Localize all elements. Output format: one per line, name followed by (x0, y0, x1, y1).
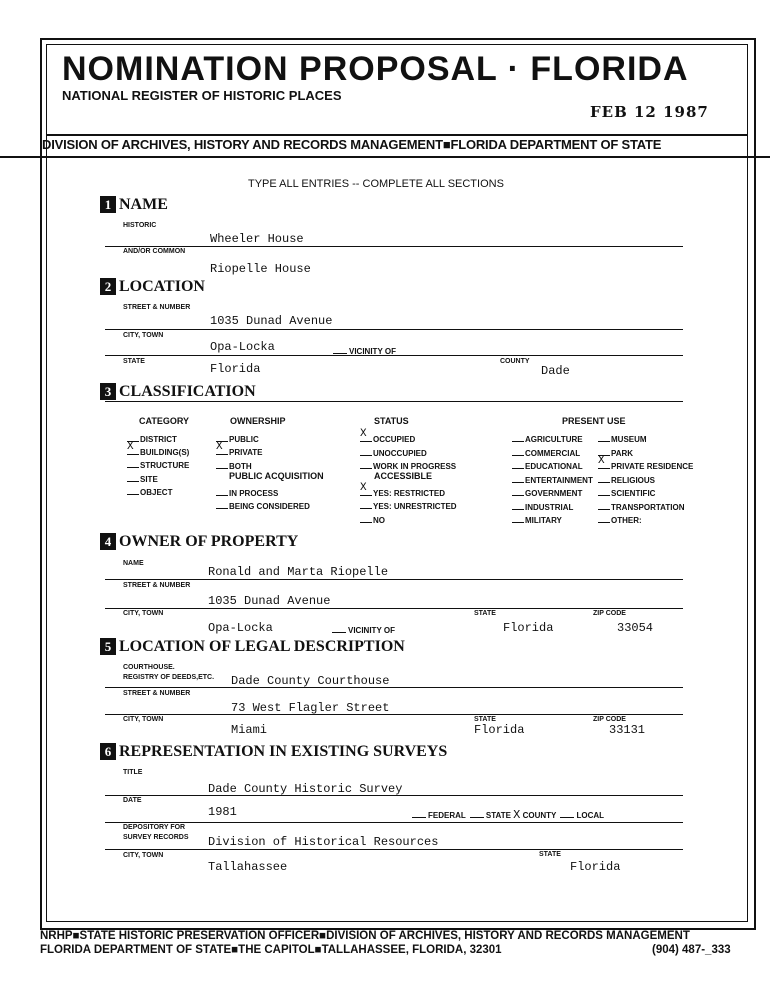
county-label: COUNTY (500, 358, 530, 365)
survey-date-label: DATE (123, 797, 142, 804)
present-use-option[interactable]: EDUCATIONAL (512, 459, 583, 471)
category-option[interactable]: STRUCTURE (127, 458, 189, 470)
courthouse-label: COURTHOUSE. (123, 664, 175, 671)
owner-name-label: NAME (123, 560, 144, 567)
section-6-heading (100, 743, 447, 761)
legal-street-label: STREET & NUMBER (123, 690, 191, 697)
present-use-option[interactable]: AGRICULTURE (512, 432, 583, 444)
street-label: STREET & NUMBER (123, 304, 191, 311)
vicinity-label: VICINITY OF (348, 626, 395, 635)
depository-state-field[interactable]: Florida (570, 860, 621, 874)
status-heading: STATUS (374, 416, 409, 426)
status-option[interactable]: WORK IN PROGRESS (360, 459, 456, 471)
ownership-option[interactable]: X PRIVATE (216, 441, 263, 457)
section-title: CLASSIFICATION (119, 383, 256, 400)
owner-zip-label: ZIP CODE (593, 610, 626, 617)
legal-zip-field[interactable]: 33131 (609, 723, 646, 737)
common-name-field[interactable]: Riopelle House (210, 262, 311, 276)
status-option[interactable]: UNOCCUPIED (360, 446, 427, 458)
depository-city-field[interactable]: Tallahassee (208, 860, 288, 874)
accessible-heading: ACCESSIBLE (374, 471, 433, 481)
accessible-option[interactable]: YES: UNRESTRICTED (360, 499, 457, 511)
section-number: 1 (100, 196, 116, 213)
category-option[interactable]: SITE (127, 472, 158, 484)
field-rule (105, 246, 683, 247)
field-rule (105, 608, 683, 609)
owner-street-field[interactable]: 1035 Dunad Avenue (208, 594, 331, 608)
footer-phone: (904) 487-_333 (652, 944, 731, 956)
present-use-option[interactable]: X PRIVATE RESIDENCE (598, 455, 694, 471)
form-subtitle: NATIONAL REGISTER OF HISTORIC PLACES (62, 88, 342, 103)
footer-line-1: NRHP■STATE HISTORIC PRESERVATION OFFICER■DIVISION OF ARCHIVES, HISTORY AND RECORDS MANAGEMENT (40, 930, 690, 942)
acquisition-option[interactable]: IN PROCESS (216, 486, 278, 498)
legal-zip-label: ZIP CODE (593, 716, 626, 723)
survey-date-field[interactable]: 1981 (208, 805, 237, 819)
vicinity-label: VICINITY OF (349, 347, 396, 356)
section-1-heading (100, 196, 168, 214)
depository-field[interactable]: Division of Historical Resources (208, 835, 439, 849)
present-use-option[interactable]: MILITARY (512, 513, 562, 525)
county-option[interactable]: COUNTY (522, 811, 557, 820)
owner-name-field[interactable]: Ronald and Marta Riopelle (208, 565, 389, 579)
courthouse-field[interactable]: Dade County Courthouse (231, 674, 390, 688)
field-rule (105, 687, 683, 688)
registry-label: REGISTRY OF DEEDS,ETC. (123, 674, 215, 681)
present-use-option[interactable]: RELIGIOUS (598, 473, 655, 485)
section-5-heading (100, 638, 405, 656)
category-option[interactable]: DISTRICT (127, 432, 177, 444)
section-number: 3 (100, 383, 116, 400)
legal-state-field[interactable]: Florida (474, 723, 525, 737)
field-rule (105, 822, 683, 823)
received-date-stamp: FEB 12 1987 (590, 103, 709, 121)
owner-state-field[interactable]: Florida (503, 621, 554, 635)
status-option[interactable]: X OCCUPIED (360, 428, 416, 444)
survey-level-options[interactable] (410, 808, 604, 822)
owner-city-label: CITY, TOWN (123, 610, 164, 617)
present-use-option[interactable]: TRANSPORTATION (598, 500, 684, 512)
category-option[interactable]: X BUILDING(S) (127, 441, 190, 457)
legal-street-field[interactable]: 73 West Flagler Street (231, 701, 390, 715)
division-banner: DIVISION OF ARCHIVES, HISTORY AND RECORDS MANAGEMENT■FLORIDA DEPARTMENT OF STATE (42, 137, 662, 152)
section-number: 6 (100, 743, 116, 760)
present-use-option[interactable]: COMMERCIAL (512, 446, 580, 458)
field-rule (105, 849, 683, 850)
historic-name-field[interactable]: Wheeler House (210, 232, 304, 246)
present-use-option[interactable]: PARK (598, 446, 633, 458)
footer-line-2: FLORIDA DEPARTMENT OF STATE■THE CAPITOL■TALLAHASSEE, FLORIDA, 32301 (40, 944, 502, 956)
county-mark: X (513, 808, 521, 822)
owner-city-field[interactable]: Opa-Locka (208, 621, 273, 635)
section-2-heading (100, 278, 205, 296)
federal-option[interactable]: FEDERAL (428, 811, 466, 820)
section-title: LOCATION (119, 278, 205, 295)
category-heading: CATEGORY (139, 416, 190, 426)
section-title: NAME (119, 196, 168, 213)
location-county-field[interactable]: Dade (541, 364, 570, 378)
category-option[interactable]: OBJECT (127, 485, 172, 497)
present-use-option[interactable]: INDUSTRIAL (512, 500, 573, 512)
field-rule (105, 714, 683, 715)
public-acquisition-heading: PUBLIC ACQUISITION (229, 471, 324, 481)
ownership-option[interactable]: BOTH (216, 459, 252, 471)
accessible-option[interactable]: NO (360, 513, 385, 525)
present-use-option[interactable]: MUSEUM (598, 432, 647, 444)
form-title: NOMINATION PROPOSAL · FLORIDA (62, 50, 689, 88)
present-use-heading: PRESENT USE (562, 416, 626, 426)
legal-city-label: CITY, TOWN (123, 716, 164, 723)
state-label: STATE (123, 358, 145, 365)
field-rule (105, 401, 683, 402)
historic-label: HISTORIC (123, 222, 157, 229)
section-4-heading (100, 533, 298, 551)
field-rule (105, 355, 683, 356)
section-title: OWNER OF PROPERTY (119, 533, 299, 550)
location-city-field[interactable]: Opa-Locka (210, 340, 275, 354)
city-label: CITY, TOWN (123, 332, 164, 339)
depository-state-label: STATE (539, 851, 561, 858)
instructions: TYPE ALL ENTRIES -- COMPLETE ALL SECTIONS (248, 178, 504, 190)
location-state-field[interactable]: Florida (210, 362, 261, 376)
owner-zip-field[interactable]: 33054 (617, 621, 654, 635)
owner-state-label: STATE (474, 610, 496, 617)
state-option[interactable]: STATE (485, 811, 511, 820)
section-title: REPRESENTATION IN EXISTING SURVEYS (119, 743, 448, 760)
owner-vicinity-option[interactable] (330, 624, 395, 635)
header-divider (46, 134, 748, 136)
acquisition-option[interactable]: BEING CONSIDERED (216, 499, 310, 511)
common-name-label: AND/OR COMMON (123, 248, 186, 255)
section-number: 2 (100, 278, 116, 295)
ownership-heading: OWNERSHIP (230, 416, 286, 426)
survey-title-field[interactable]: Dade County Historic Survey (208, 782, 403, 796)
location-street-field[interactable]: 1035 Dunad Avenue (210, 314, 333, 328)
field-rule (105, 795, 683, 796)
local-option[interactable]: LOCAL (576, 811, 605, 820)
depository-label: DEPOSITORY FOR (123, 824, 186, 831)
present-use-option[interactable]: OTHER: (598, 513, 642, 525)
present-use-option[interactable]: GOVERNMENT (512, 486, 582, 498)
legal-city-field[interactable]: Miami (231, 723, 268, 737)
ownership-option[interactable]: PUBLIC (216, 432, 259, 444)
field-rule (105, 329, 683, 330)
section-number: 5 (100, 638, 116, 655)
legal-state-label: STATE (474, 716, 496, 723)
survey-records-label: SURVEY RECORDS (123, 834, 189, 841)
present-use-option[interactable]: ENTERTAINMENT (512, 473, 593, 485)
division-divider (0, 156, 770, 158)
section-number: 4 (100, 533, 116, 550)
present-use-option[interactable]: SCIENTIFIC (598, 486, 655, 498)
field-rule (105, 579, 683, 580)
accessible-option[interactable]: X YES: RESTRICTED (360, 482, 446, 498)
owner-street-label: STREET & NUMBER (123, 582, 191, 589)
section-title: LOCATION OF LEGAL DESCRIPTION (119, 638, 405, 655)
survey-title-label: TITLE (123, 769, 143, 776)
depository-city-label: CITY, TOWN (123, 852, 164, 859)
section-3-heading (100, 383, 256, 401)
